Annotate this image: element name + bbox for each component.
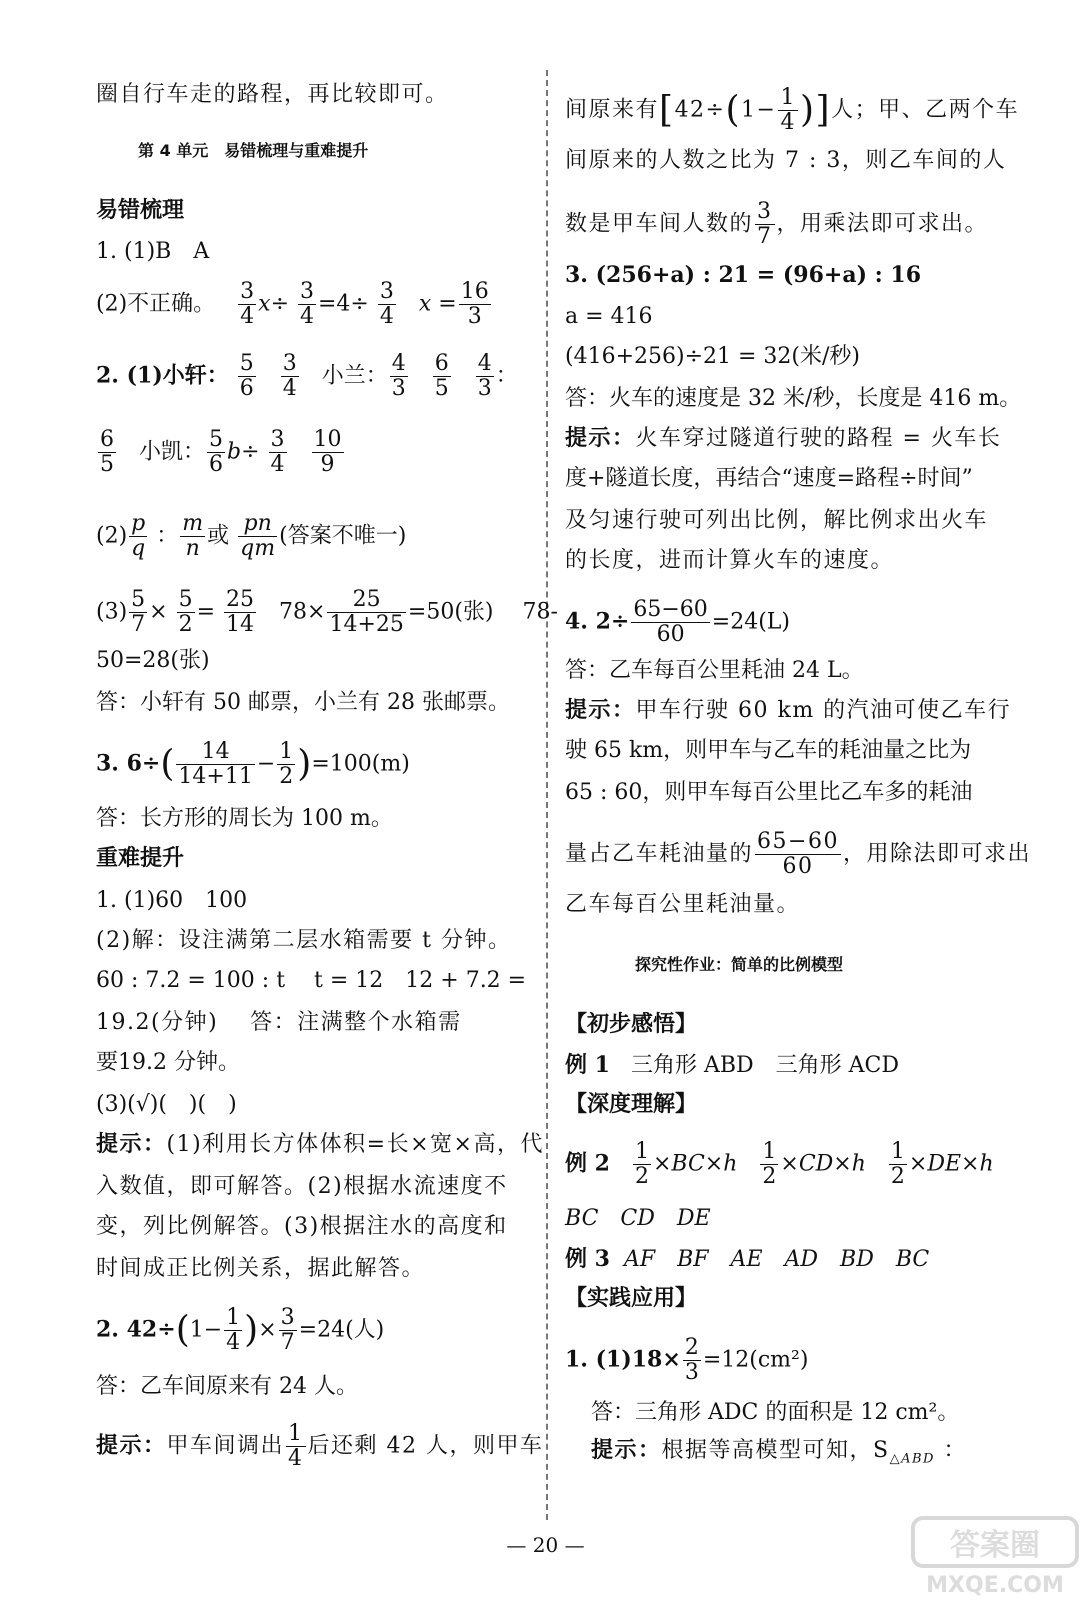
zn-1-4: 19.2(分钟) 答：注满整个水箱需 <box>96 1010 462 1035</box>
zn-1-1: 1. (1)60 100 <box>96 888 248 913</box>
practice-1-tip: 提示：根据等高模型可知，$S_{\triangle ABD}$ ： <box>591 1438 967 1467</box>
answer-3: 3. 6÷( $\frac{14}{14+11}$ − $\frac{1}{2}$ )=100(m) <box>96 739 410 790</box>
q3-tip-2: 度+隧道长度，再结合“速度=路程÷时间” <box>565 466 973 491</box>
svg-text:答案圈: 答案圈 <box>950 1528 1040 1563</box>
zn-1-2: (2)解：设注满第二层水箱需要 t 分钟。 <box>96 928 512 953</box>
answer-2-1: 2. (1)小轩： $\frac{5}{6}$ $\frac{3}{4}$ 小兰： $\frac{4}{3}$ $\frac{6}{5}$ $\frac{4}{3}$ ： <box>96 351 518 402</box>
q4-tip-3: 65 : 60，则甲车每百公里比乙车多的耗油 <box>565 780 973 805</box>
bracket-chubu: 【初步感悟】 <box>565 1012 698 1037</box>
practice-1-answer: 答：三角形 ADC 的面积是 12 cm²。 <box>591 1400 960 1425</box>
q3-answer: 答：火车的速度是 32 米/秒，长度是 416 m。 <box>565 386 1022 411</box>
zn-1-5: 要19.2 分钟。 <box>96 1050 240 1075</box>
answer-2-3-cont: 50=28(张) <box>96 648 210 673</box>
column-divider <box>546 70 548 1520</box>
q4-tip-1: 提示：甲车行驶 60 km 的汽油可使乙车行 <box>565 698 1012 723</box>
heading-yicuo: 易错梳理 <box>96 198 185 223</box>
q4-line: 4. 2÷ $\frac{65-60}{60}$ =24(L) <box>565 597 790 648</box>
bracket-shendu: 【深度理解】 <box>565 1092 698 1117</box>
q3-tip-4: 的长度，进而计算火车的速度。 <box>565 548 895 573</box>
answer-2-3: (3) $\frac{5}{7}$ × $\frac{5}{2}$ = $\frac{25}{14}$ 78× $\frac{25}{14+25}$ =50(张) 78- <box>96 587 558 638</box>
zn-2-tip-1: 提示：甲车间调出 $\frac{1}{4}$ 后还剩 42 人，则甲车 <box>96 1421 544 1472</box>
zn-1-6: (3)(√)( )( ) <box>96 1092 237 1117</box>
r-line-3: 数是甲车间人数的 $\frac{3}{7}$ ，用乘法即可求出。 <box>565 199 989 250</box>
q3-line-2: a = 416 <box>565 304 653 329</box>
watermark-logo-icon <box>905 1510 1085 1600</box>
example-1: 例 1 三角形 ABD 三角形 ACD <box>565 1052 899 1078</box>
text-line: 圈自行车走的路程，再比较即可。 <box>96 82 449 107</box>
answer-2-text: 答：小轩有 50 邮票，小兰有 28 张邮票。 <box>96 690 510 715</box>
zn-2-answer: 答：乙车间原来有 24 人。 <box>96 1374 358 1399</box>
example-2-cont: BC CD DE <box>565 1206 711 1231</box>
q3-line-1: 3. (256+a) : 21 = (96+a) : 16 <box>565 262 922 288</box>
answer-2-2: (2) $\frac{p}{q}$ ： $\frac{m}{n}$ 或 $\frac{pn}{qm}$ (答案不唯一) <box>96 511 407 562</box>
q4-tip-5: 乙车每百公里耗油量。 <box>565 892 801 917</box>
answer-1-1: 1. (1)B A <box>96 239 210 264</box>
q4-answer: 答：乙车每百公里耗油 24 L。 <box>565 658 864 683</box>
zn-1-tip-4: 时间成正比例关系，据此解答。 <box>96 1256 426 1281</box>
r-line-2: 间原来的人数之比为 7 : 3，则乙车间的人 <box>565 148 1007 173</box>
answer-3-text: 答：长方形的周长为 100 m。 <box>96 806 393 831</box>
q4-tip-2: 驶 65 km，则甲车与乙车的耗油量之比为 <box>565 738 972 763</box>
heading-zhongnan: 重难提升 <box>96 846 185 871</box>
answer-1-2: (2)不正确。 $\frac{3}{4}$ x÷ $\frac{3}{4}$ =4÷ $\frac{3}{4}$ x = $\frac{16}{3}$ <box>96 279 489 330</box>
example-2: 例 2 $\frac{1}{2}$ ×BC×h $\frac{1}{2}$ ×CD×h $\frac{1}{2}$ ×DE×h <box>565 1139 994 1190</box>
practice-1: 1. (1)18× $\frac{2}{3}$ =12(cm²) <box>565 1335 809 1386</box>
q3-tip-1: 提示：火车穿过隧道行驶的路程 = 火车长 <box>565 426 1002 451</box>
zn-1-tip-3: 变，列比例解答。(3)根据注水的高度和 <box>96 1214 508 1239</box>
svg-text:MXQE.COM: MXQE.COM <box>926 1573 1064 1598</box>
zn-1-tip-1: 提示：(1)利用长方体体积=长×宽×高，代 <box>96 1132 544 1157</box>
zn-2: 2. 42÷(1− $\frac{1}{4}$ )× $\frac{3}{7}$ =24(人) <box>96 1305 385 1356</box>
q3-line-3: (416+256)÷21 = 32(米/秒) <box>565 344 861 369</box>
explore-title: 探究性作业：简单的比例模型 <box>635 955 844 974</box>
page-number: — 20 — <box>506 1533 585 1557</box>
r-line-1: 间原来有[42÷(1− $\frac{1}{4}$ )]人；甲、乙两个车 <box>565 85 1020 136</box>
zn-1-3: 60 : 7.2 = 100 : t t = 12 12 + 7.2 = <box>96 968 527 993</box>
q3-tip-3: 及匀速行驶可列出比例，解比例求出火车 <box>565 508 989 533</box>
zn-1-tip-2: 入数值，即可解答。(2)根据水流速度不 <box>96 1174 508 1199</box>
q4-tip-4: 量占乙车耗油量的 $\frac{65-60}{60}$ ，用除法即可求出 <box>565 829 1031 880</box>
bracket-shijian: 【实践应用】 <box>565 1286 698 1311</box>
unit-title: 第 4 单元 易错梳理与重难提升 <box>138 141 369 160</box>
example-3: 例 3 AF BF AE AD BD BC <box>565 1246 930 1272</box>
answer-2-1-cont: $\frac{6}{5}$ 小凯： $\frac{5}{6}$ b÷ $\frac{3}{4}$ $\frac{10}{9}$ <box>100 427 342 478</box>
